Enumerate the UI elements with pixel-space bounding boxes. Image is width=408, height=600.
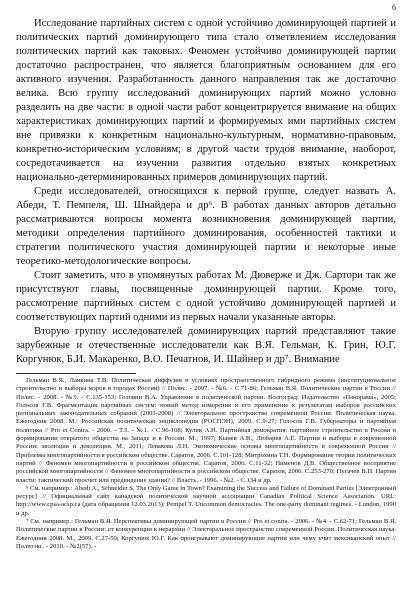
footnote: ⁷ См. например.: Гельман В.Я. Перспективы доминирующей партии в России // Pro et contra. - 2006. - №4. - С.62-71; Гельман В.Я. Политические партии в России: от конкуренции к иерархии // Электоральное пространство современной России. Политическая наука. Ежегодник 2008. М., 2009. С.27-50; Коргунюк Ю.Г. Как проигрывают доминирующие партии или чему учит мексиканский опыт // Политэкс. - 2010. - №2(57). - — [16, 518, 396, 550]
paragraph: Исследование партийных систем с одной устойчиво доминирующей партией и политических партий доминирующего типа стало ответвлением исследования политических партий как таковых. Феномен устойчиво доминирующей партии достаточно распространен, что является благоприятным основанием для его активного изучения. Разработанность данного направления так же достаточно велика. Всю группу исследований доминирующих партий можно условно разделить на две части: в одной части работ концентрируется внимание на общих характеристиках доминирующих партий и формируемых ими партийных систем вне привязки к конкретным национально-культурным, нормативно-правовым, конкретно-историческим условиям; в другой части трудов внимание, наоборот, сосредотачивается на изучении развития отдельно взятых конкретных национально-детерминированных примеров доминирующих партий. — [16, 18, 396, 183]
footnote-separator — [16, 373, 136, 374]
main-text — [16, 17, 396, 367]
paragraph: Вторую группу исследователей доминирующих партий представляют такие зарубежные и отечественные исследователи как В.Я. Гельман, К. Грин, Ю.Г. Коргунюк, Б.И. Макаренко, В.О. Печатнов, И. Шайнер и др⁷. Внимание — [16, 326, 396, 365]
footnote: Гельман В.Я., Ланкина Т.В. Политическая диффузия в условиях пространственного гибридного режима (институциональное строительство и выборы мэров в городах России) // Полис. - 2007. - №6. - С.71-86; Гельман В.Я. Политические партии в России // Полис. - 2008. - №5. - С.135-153; Головин В.А. Управление в политической партии. Волгоград: Издательство «Панорама», 2005; Голосов Г.В. Фрагментация партийных систем: новый метод измерения и его применение к результатам выборов российских региональных законодательных собраний (2003-2008) // Электоральное пространство современной России. Политическая наука. Ежегодник 2008. М.: Российская политическая энциклопедия (РОСПЭН), 2009. С.9-27; Голосов Г.В. Губернаторы и партийная политика // Pro et Contra. - 2000. - Т.5. - №1. - С.96-108; Кулик А.Н. Партийная демократия: партийное строительство в России в формировании открытого общества на Западе и в России. М., 1997; Кынев А.В., Любарев А.Е. Партии и выборы в современной России: эволюция и деволюция. М., 2011; Левакова Л.Н. Экономические основы многопартийности в современной России // Проблемы многопартийности в российском обществе. Саратов, 2006. С.101-128; Митрохина Т.Н. Формирование теории политических партий // Феномен многопартийности в российском обществе. Саратов, 2006. С.11-32; Пименов Д.В. Общественное восприятие российской многопартийности // Феномен многопартийности в российском обществе. Саратов, 2006. С.253-270; Пугачев В.П. Партия власти: тактический просчет или предвидение здания? // Власть. - 1996. - №2. - С.134 и др. — [16, 377, 396, 484]
paragraph: Среди исследователей, относящихся к первой группе, следует назвать А. Абеди, Т. Пемпеля, Ш. Шнайдера и др⁶. В работах данных авторов детально рассматриваются вопросы момента возникновения доминирующей партии, методики определения партийного доминирования, особенностей тактики и стратегии политического участия доминирующей партии и некоторые иные теоретико-методологические вопросы. — [16, 186, 396, 267]
page-number: 6 — [392, 3, 396, 12]
paragraph: Стоит заметить, что в упомянутых работах М. Дюверже и Дж. Сартори так же присутствуют главы, посвященные доминирующей партии. Кроме того, рассмотрение партийных систем с одной устойчиво доминирующей партией и соответствующих партий одними из первых начали указанные авторы. — [16, 270, 396, 323]
footnote: ⁶ См. например.: Abedi A., Schneider S. The Only Game in Town? Examining the Success and Failure of Dominant Parties [Электронный ресурс] // Официальный сайт канадской политической научной ассоциации Canadian Political Science Association. URL: http://www.cpsa-acsp.ca (дата обращения 12.03.2013); Pempel T. Uncommon democracies. The one-party dominant regimes. - London, 1990 и др. — [16, 484, 396, 517]
footnotes — [16, 377, 396, 551]
